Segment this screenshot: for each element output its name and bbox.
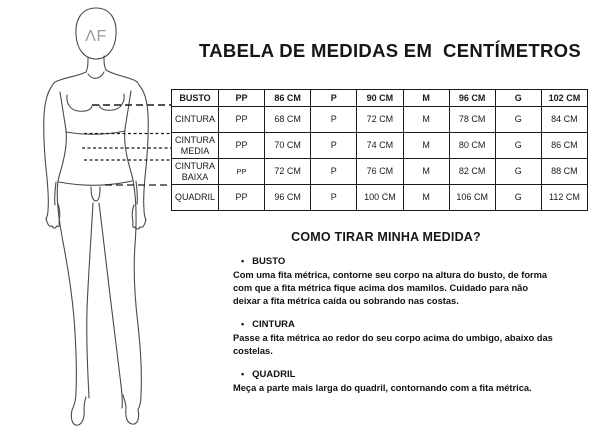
instruction-text: Passe a fita métrica ao redor do seu corpo acima do umbigo, abaixo das costelas. — [233, 333, 553, 356]
measure-cell: 84 CM — [541, 107, 587, 133]
measure-cell: G — [495, 90, 541, 107]
measure-cell: 100 CM — [357, 185, 403, 211]
measure-cell: 70 CM — [265, 133, 311, 159]
instructions-section — [208, 230, 564, 406]
measure-label: CINTURA — [172, 107, 219, 133]
measure-cell: 72 CM — [357, 107, 403, 133]
measure-row-busto — [172, 90, 588, 107]
instruction-term-row — [241, 369, 564, 380]
measure-cell: 80 CM — [449, 133, 495, 159]
measure-cell: P — [311, 133, 357, 159]
instruction-text: Meça a parte mais larga do quadril, contornando com a fita métrica. — [233, 383, 532, 393]
instruction-term-row — [241, 319, 564, 330]
measure-cell: P — [311, 185, 357, 211]
measure-cell: PP — [219, 107, 265, 133]
measure-cell: 86 CM — [541, 133, 587, 159]
measure-cell: G — [495, 107, 541, 133]
measure-cell: P — [311, 90, 357, 107]
measure-cell: M — [403, 107, 449, 133]
measure-cell: 76 CM — [357, 159, 403, 185]
instruction-item-cintura — [208, 319, 564, 358]
measure-cell: 112 CM — [541, 185, 587, 211]
measure-cell: 102 CM — [541, 90, 587, 107]
measure-cell: 88 CM — [541, 159, 587, 185]
measure-cell: 96 CM — [265, 185, 311, 211]
croquis-sketch — [0, 0, 212, 439]
instruction-item-busto — [208, 256, 564, 308]
measure-cell: 106 CM — [449, 185, 495, 211]
measure-row-quadril — [172, 185, 588, 211]
measure-cell: PP — [219, 185, 265, 211]
measure-cell: 74 CM — [357, 133, 403, 159]
measure-cell: PP — [219, 90, 265, 107]
instruction-term: BUSTO — [252, 256, 286, 267]
measurements-table-body — [172, 90, 588, 211]
measure-cell: 90 CM — [357, 90, 403, 107]
measure-cell: P — [311, 107, 357, 133]
measure-cell: 82 CM — [449, 159, 495, 185]
measure-row-cintura — [172, 107, 588, 133]
measure-cell: 86 CM — [265, 90, 311, 107]
instruction-term: QUADRIL — [252, 369, 296, 380]
measure-cell: P — [311, 159, 357, 185]
measure-cell: 96 CM — [449, 90, 495, 107]
bullet-icon: • — [241, 319, 245, 329]
measure-cell: 68 CM — [265, 107, 311, 133]
instructions-heading: COMO TIRAR MINHA MEDIDA? — [291, 230, 481, 244]
measure-label: BUSTO — [172, 90, 219, 107]
measure-cell: M — [403, 159, 449, 185]
instruction-term: CINTURA — [252, 319, 295, 330]
brand-logo: ΛF — [85, 28, 107, 45]
croquis-figure — [0, 0, 212, 439]
measure-label: CINTURA BAIXA — [172, 159, 219, 185]
instruction-item-quadril — [208, 369, 564, 395]
measure-cell: M — [403, 90, 449, 107]
instructions-list — [208, 256, 564, 395]
bullet-icon: • — [241, 369, 245, 379]
measure-cell: G — [495, 133, 541, 159]
measure-cell: M — [403, 185, 449, 211]
instruction-term-row — [241, 256, 564, 267]
measure-cell: G — [495, 185, 541, 211]
measure-row-cintura-media — [172, 133, 588, 159]
bullet-icon: • — [241, 256, 245, 266]
page-title: TABELA DE MEDIDAS EM CENTÍMETROS — [199, 40, 581, 61]
measure-cell: PP — [219, 159, 265, 185]
measure-label: CINTURA MEDIA — [172, 133, 219, 159]
measure-cell: G — [495, 159, 541, 185]
instruction-text: Com uma fita métrica, contorne seu corpo na altura do busto, de forma com que a fita métrica fique acima dos mamilos. Cuidado para não deixar a fita métrica caída ou sobrando nas costas. — [233, 270, 548, 306]
measure-cell: 78 CM — [449, 107, 495, 133]
measure-cell: PP — [219, 133, 265, 159]
measure-label: QUADRIL — [172, 185, 219, 211]
measure-row-cintura-baixa — [172, 159, 588, 185]
measurements-table — [171, 89, 588, 211]
measure-cell: M — [403, 133, 449, 159]
measure-cell: 72 CM — [265, 159, 311, 185]
